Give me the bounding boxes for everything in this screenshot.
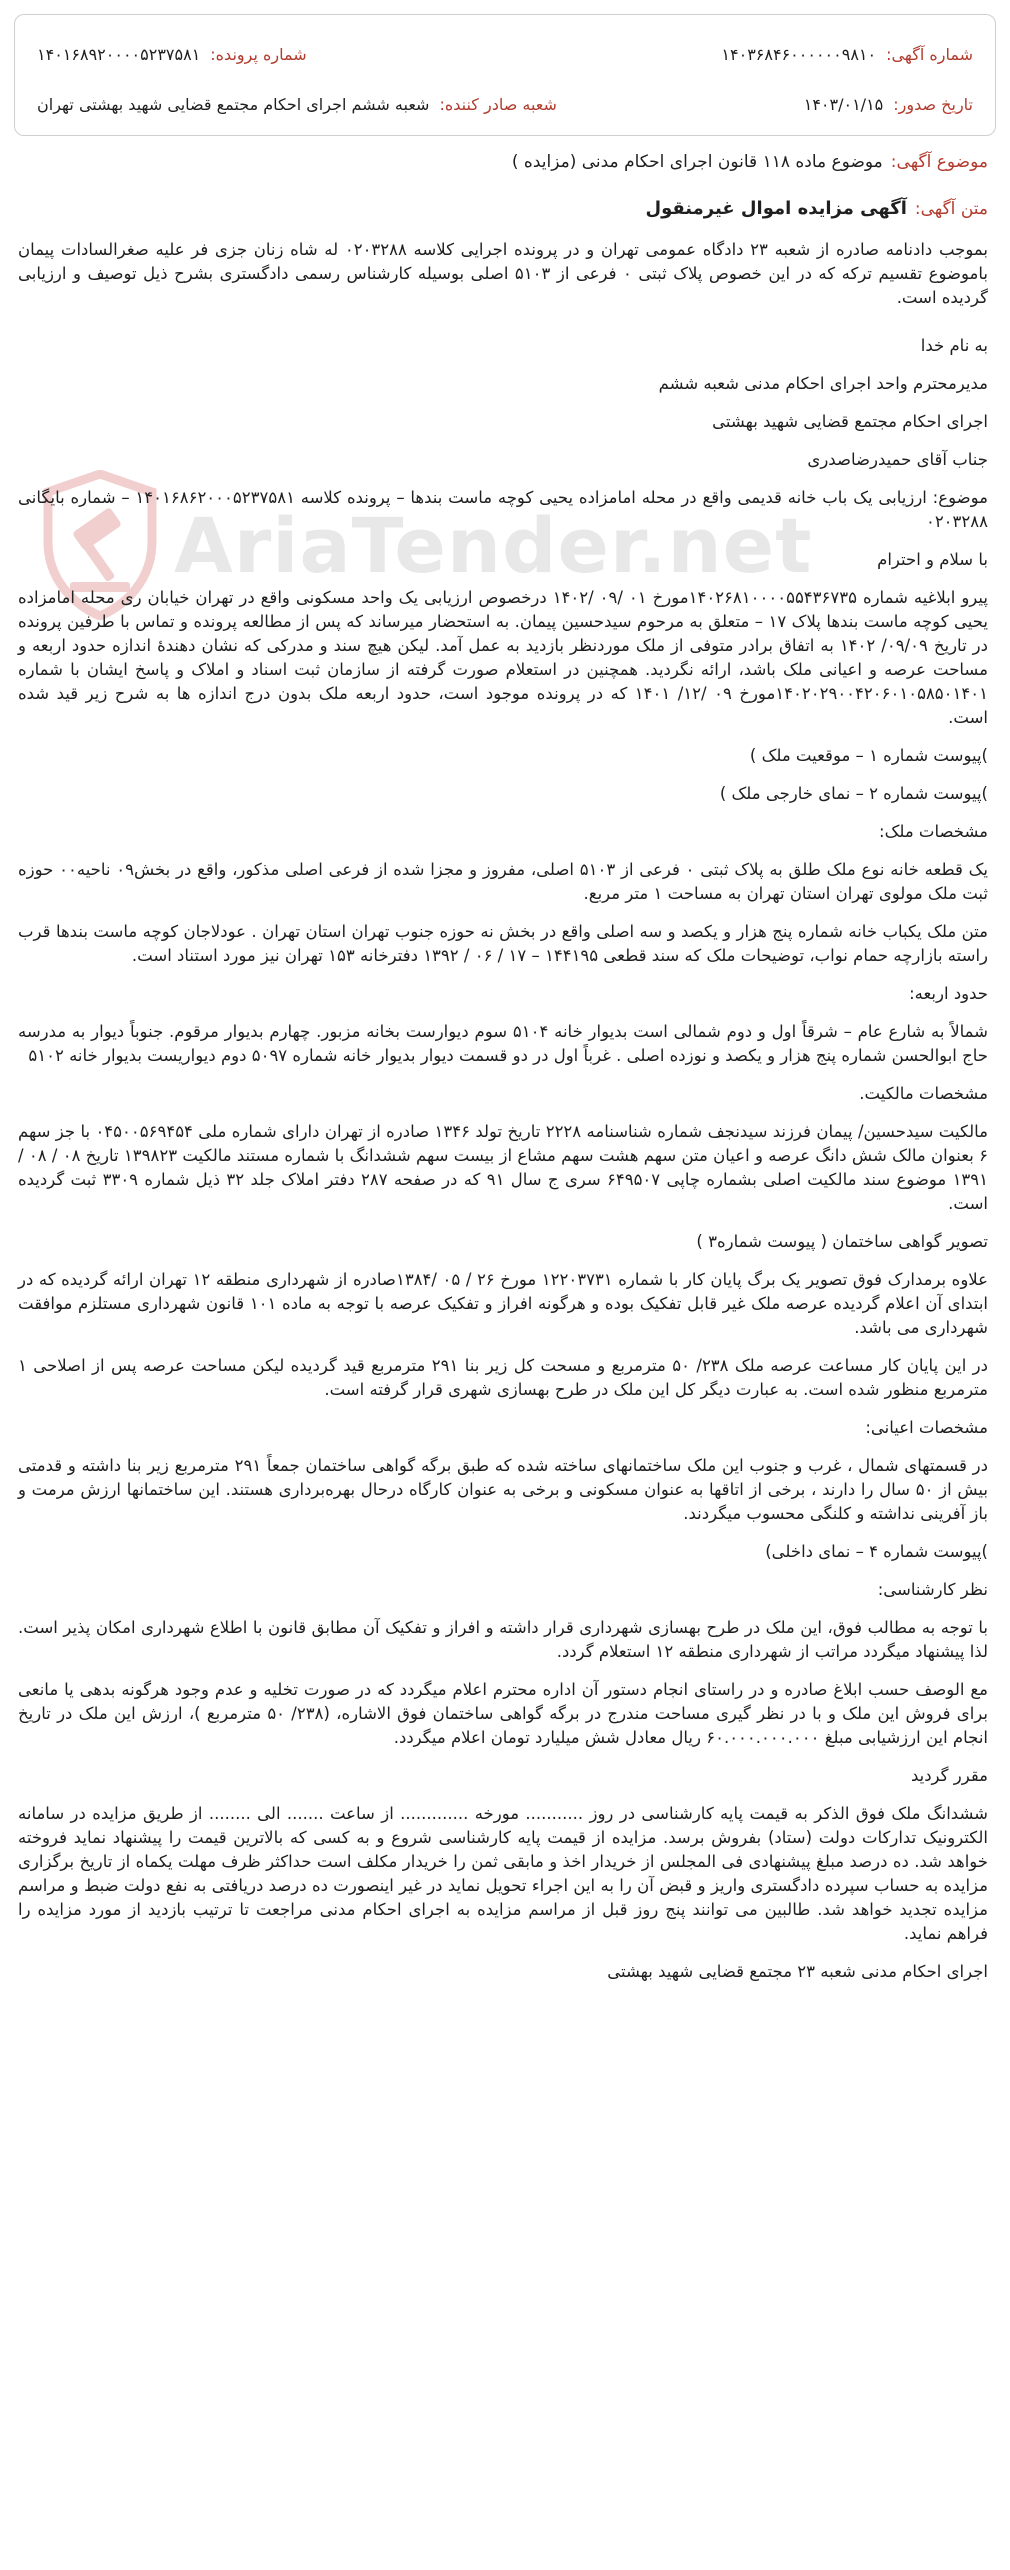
greeting-line: با سلام و احترام [877, 550, 988, 569]
letter-paragraph: پیرو ابلاغیه شماره ۱۴۰۲۶۸۱۰۰۰۰۵۵۴۳۶۷۳۵مورخ ۰۱ /۰۹ /۱۴۰۲ درخصوص ارزیابی یک واحد مسکونی واقع در تهران خیابان ری محله امامزاده یحیی کوچه ماست بندها پلاک ۱۷ – متعلق به مرحوم سیدحسین پیمان. به استحضار میرساند که پس از مطالعه پرونده و تماس با طرفین پرونده در تاریخ ۰۹/۰۹/ ۱۴۰۲ به اتفاق برادر متوفی از ملک موردنظر بازدید به عمل آمد. لیکن هیچ سند و مدرکی که نشان دهندهٔ اندازه حدود اربعه و مساحت عرصه و اعیانی ملک باشد، ارائه نگردید. همچنین در استعلام صورت گرفته از سازمان ثبت اسناد و املاک و پاسخ ایشان با شماره ۱۴۰۲۰۲۹۰۰۴۲۰۶۰۱۰۵۸۵۰۱۴۰۱مورخ ۰۹ /۱۲/ ۱۴۰۱ که در پرونده موجود است، حدود اربعه ملک بدون درج اندازه ها به شرح زیر قید شده است. [18, 588, 988, 727]
section-heading: نظر کارشناسی: [877, 1580, 988, 1599]
issuing-branch-value: شعبه ششم اجرای احکام مجتمع قضایی شهید بهشتی تهران [37, 95, 430, 114]
file-number [37, 45, 307, 64]
section-heading: مشخصات اعیانی: [865, 1418, 988, 1437]
notice-subject-value: موضوع ماده ۱۱۸ قانون اجرای احکام مدنی (مزایده ) [511, 152, 883, 172]
property-paragraph: متن ملک یکباب خانه شماره پنج هزار و یکصد و سه اصلی واقع در بخش نه حوزه جنوب تهران استان تهران . عودلاجان کوچه ماست بندها قرب راسته بازارچه حمام نواب، توضیحات ملک که سند قطعی ۱۴۴۱۹۵ – ۱۷ / ۰۶ / ۱۳۹۲ دفترخانه ۱۵۳ تهران نیز مورد استناد است. [18, 922, 988, 965]
signature-line: اجرای احکام مدنی شعبه ۲۳ مجتمع قضایی شهید بهشتی [607, 1962, 988, 1981]
ownership-paragraph: مالکیت سیدحسین/ پیمان فرزند سیدنجف شماره شناسنامه ۲۲۲۸ تاریخ تولد ۱۳۴۶ صادره از تهران دارای شماره ملی ۰۴۵۰۰۵۶۹۴۵۴ با جز سهم ۶ بعنوان مالک شش دانگ عرصه و اعیان متن سهم هشت سهم مشاع از بیست سهم ششدانگ با شماره مستند مالکیت ۱۳۹۸۲۳ تاریخ ۰۸ / ۰۸ / ۱۳۹۱ موضوع سند مالکیت اصلی بشماره چاپی ۶۴۹۵۰۷ سری ج سال ۹۱ که در صفحه ۲۸۷ دفتر املاک جلد ۳۲ ذیل شماره ۳۳۰۹ ثبت گردیده است. [18, 1122, 989, 1213]
notice-number-value: ۱۴۰۳۶۸۴۶۰۰۰۰۰۰۹۸۱۰ [721, 45, 877, 64]
notice-title: آگهی مزایده اموال غیرمنقول [645, 198, 907, 219]
file-number-label: شماره پرونده: [210, 45, 307, 64]
notice-header [14, 14, 996, 136]
structure-paragraph: در قسمتهای شمال ، غرب و جنوب این ملک ساختمانهای ساخته شده که طبق برگه گواهی ساختمان جمعاً ۲۹۱ مترمربع زیر بنا داشته و قدمتی بیش از ۵۰ سال را دارند ، برخی از اتاقها به عنوان مسکونی و برخی به عنوان کارگاه درحال بهره‌برداری هستند. این ساختمانها ارزش مرمت و باز آفرینی نداشته و کلنگی محسوب میگردند. [18, 1456, 988, 1523]
file-number-value: ۱۴۰۱۶۸۹۲۰۰۰۰۵۲۳۷۵۸۱ [37, 45, 201, 64]
auction-terms-paragraph: ششدانگ ملک فوق الذکر به قیمت پایه کارشناسی در روز ........... مورخه ............. از ساعت ....... الی ........ از طریق مزایده در سامانه الکترونیک تدارکات دولت (ستاد) بفروش برسد. مزایده از قیمت پایه کارشناسی شروع و به کسی که بالاترین قیمت را پیشنهاد نماید فروخته خواهد شد. ده درصد مبلغ پیشنهادی فی المجلس از خریدار اخذ و مابقی ثمن را خریدار مکلف است حداکثر ظرف مهلت یکماه از تاریخ برگزاری مزایده به حساب سپرده دادگستری واریز و قبض آن را به این اجراء تحویل نماید در غیر اینصورت ده درصد دریافتی به نفع دولت ضبط و مراسم مزایده تجدید خواهد شد. طالبین می توانند پنج روز قبل از مراسم مزایده به اجرای احکام مدنی مراجعت تا ترتیب بازدید از مورد مزایده را فراهم نماید. [18, 1804, 988, 1943]
watermark-text: AriaTender.net [174, 500, 813, 590]
notice-subject-label: موضوع آگهی: [890, 152, 988, 172]
issuing-branch [37, 95, 557, 114]
section-heading: مقرر گردید [910, 1766, 988, 1785]
attachment-line: )پیوست شماره ۱ – موقعیت ملک ) [749, 746, 988, 765]
section-heading: مشخصات ملک: [879, 822, 988, 841]
addressee-line: اجرای احکام مجتمع قضایی شهید بهشتی [712, 412, 988, 431]
letter-subject: موضوع: ارزیابی یک باب خانه قدیمی واقع در محله امامزاده یحیی کوچه ماست بندها – پرونده کلاسه ۱۴۰۱۶۸۶۲۰۰۰۵۲۳۷۵۸۱ – شماره بایگانی ۰۲۰۳۲۸۸ [18, 488, 988, 531]
area-paragraph: در این پایان کار مساعت عرصه ملک ۲۳۸/ ۵۰ مترمربع و مسحت کل زیر بنا ۲۹۱ مترمربع قید گردیده لیکن مساحت عرصه پس از اصلاحی ۱ مترمربع منظور شده است. به عبارت دیگر کل این ملک در طرح بهسازی شهری قرار گرفته است. [18, 1356, 988, 1399]
issue-date-label: تاریخ صدور: [893, 95, 973, 114]
opinion-paragraph: با توجه به مطالب فوق، این ملک در طرح بهسازی شهرداری قرار داشته و افراز و تفکیک آن مطابق قانون با اطلاع شهرداری امکان پذیر است. لذا پیشنهاد میگردد مراتب از شهرداری منطقه ۱۲ استعلام گردد. [18, 1618, 988, 1661]
addressee-line: مدیرمحترم واحد اجرای احکام مدنی شعبه ششم [658, 374, 988, 393]
attachment-line: )پیوست شماره ۴ – نمای داخلی) [765, 1542, 988, 1561]
notice-body-heading [22, 198, 988, 219]
section-heading: حدود اربعه: [909, 984, 988, 1003]
issue-date [804, 95, 973, 114]
property-paragraph: یک قطعه خانه نوع ملک طلق به پلاک ثبتی ۰ فرعی از ۵۱۰۳ اصلی، مفروز و مجزا شده از فرعی اصلی مذکور، واقع در بخش۰۹ ناحیه۰۰ حوزه ثبت ملک مولوی تهران استان تهران به مساحت ۱ متر مربع. [18, 860, 988, 903]
addressee-name: جناب آقای حمیدرضاصدری [807, 450, 988, 469]
issue-date-value: ۱۴۰۳/۰۱/۱۵ [803, 95, 884, 114]
building-certificate-paragraph: علاوه برمدارک فوق تصویر یک برگ پایان کار با شماره ۱۲۲۰۳۷۳۱ مورخ ۲۶ / ۰۵ /۱۳۸۴صادره از شهرداری منطقه ۱۲ تهران ارائه گردیده که در ابتدای آن اعلام گردیده عرصه ملک غیر قابل تفکیک بوده و هرگونه افراز و تفکیک عرصه با توجه به ماده ۱۰۱ قانون شهرداری مستلزم موافقت شهرداری می باشد. [18, 1270, 988, 1337]
section-heading: تصویر گواهی ساختمان ( پیوست شماره۳ ) [696, 1232, 988, 1251]
notice-body [18, 238, 988, 1998]
section-heading: مشخصات مالکیت. [859, 1084, 988, 1103]
notice-number [721, 45, 973, 64]
attachment-line: )پیوست شماره ۲ – نمای خارجی ملک ) [719, 784, 988, 803]
boundaries-paragraph: شمالاً به شارع عام – شرقاً اول و دوم شمالی است بدیوار خانه ۵۱۰۴ سوم دیوارست بخانه مزبور. چهارم بدیوار مرقوم. جنوباً دیوار به مدرسه حاج ابوالحسن شماره پنج هزار و یکصد و نوزده اصلی . غرباً اول در دو قسمت دیوار بدیوار خانه شماره ۵۰۹۷ دوم دیواریست بدیوار خانه ۵۱۰۲ [18, 1022, 989, 1065]
bismillah-line: به نام خدا [920, 336, 988, 355]
valuation-paragraph: مع الوصف حسب ابلاغ صادره و در راستای انجام دستور آن اداره محترم اعلام میگردد که در صورت تخلیه و عدم وجود هرگونه بدهی یا مانعی برای فروش این ملک و با در نظر گیری مساحت مندرج در برگه گواهی ساختمان فوق الاشاره، (۲۳۸/ ۵۰ مترمربع )، ارزش این ملک در تاریخ انجام این ارزشیابی مبلغ ۶۰.۰۰۰.۰۰۰.۰۰۰ ریال معادل شش میلیارد تومان اعلام میگردد. [18, 1680, 989, 1747]
notice-body-label: متن آگهی: [914, 199, 988, 219]
issuing-branch-label: شعبه صادر کننده: [439, 95, 557, 114]
intro-paragraph: بموجب دادنامه صادره از شعبه ۲۳ دادگاه عمومی تهران و در پرونده اجرایی کلاسه ۰۲۰۳۲۸۸ له شاه زنان جزی فر علیه صغرالسادات پیمان باموضوع تقسیم ترکه که در این خصوص پلاک ثبتی ۰ فرعی از ۵۱۰۳ اصلی بوسیله کارشناس رسمی دادگستری بشرح ذیل توصیف و ارزیابی گردیده است. [18, 240, 988, 307]
notice-number-label: شماره آگهی: [886, 45, 973, 64]
notice-subject [22, 152, 988, 172]
